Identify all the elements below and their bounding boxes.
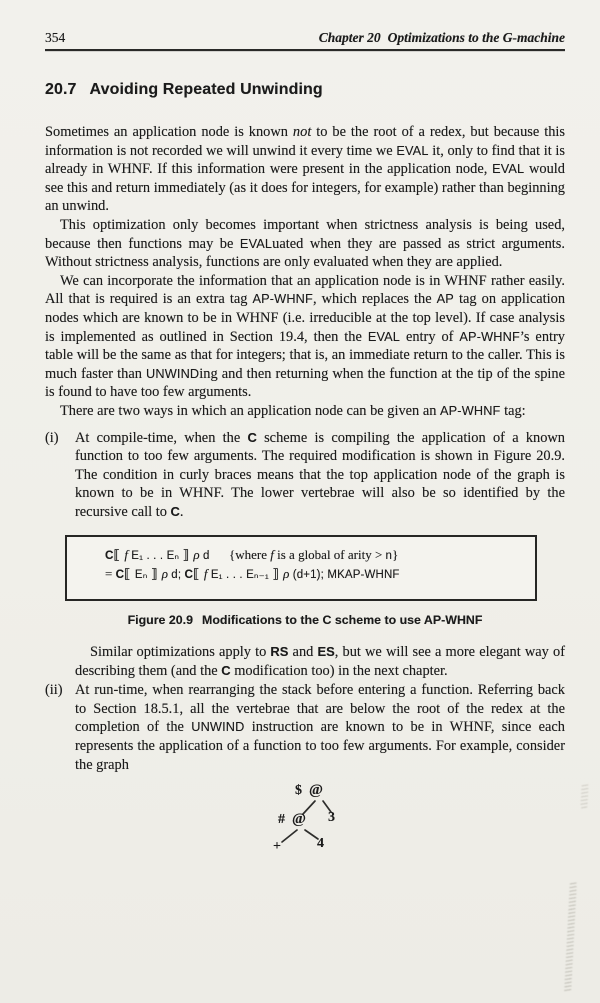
list-item bbox=[45, 429, 565, 522]
figure-box bbox=[65, 535, 537, 601]
figure-caption-text: Modifications to the C scheme to use AP-WHNF bbox=[202, 613, 483, 628]
list-marker: (i) bbox=[45, 429, 59, 446]
body-paragraph: There are two ways in which an application node can be given an AP-WHNF tag: bbox=[60, 402, 526, 419]
handwritten-margin-mark bbox=[580, 783, 588, 809]
figure-caption bbox=[45, 611, 565, 630]
leaf-node-3: 3 bbox=[328, 810, 335, 826]
list-item-text: At run-time, when rearranging the stack before entering a function. Referring back to Section 18.5.1, all the vertebrae that are below the root of the redex at the completion of the UNWIND instruction are known to be in WHNF, since each represents the application of a function to too few arguments. For example, consider the graph bbox=[75, 682, 565, 773]
leaf-node-4: 4 bbox=[317, 836, 324, 852]
leaf-node-plus: + bbox=[273, 839, 281, 855]
list-item bbox=[45, 681, 565, 774]
body-paragraph: Similar optimizations apply to RS and ES, but we will see a more elegant way of describing them (and the C modification too) in the next chapter. bbox=[75, 644, 565, 679]
body-paragraph: Sometimes an application node is known not to be the root of a redex, but because this information is not recorded we will unwind it every time we EVAL it, only to find that it is already in WHNF. If this information were present in the application node, EVAL would see this and return immediately (as it does for integers, for example) rather than beginning an unwind. bbox=[45, 124, 565, 215]
numbered-list bbox=[45, 429, 565, 775]
page-number: 354 bbox=[45, 30, 66, 45]
running-header-title bbox=[319, 30, 565, 46]
figure-caption-label: Figure 20.9 bbox=[127, 613, 193, 628]
section-title: Avoiding Repeated Unwinding bbox=[89, 81, 323, 98]
header-rule bbox=[45, 49, 565, 51]
chapter-title: Optimizations to the G-machine bbox=[387, 30, 565, 45]
chapter-label: Chapter 20 bbox=[318, 30, 381, 45]
figure-code-line: = C⟦ Eₙ ⟧ ρ d; C⟦ f E₁ . . . Eₙ₋₁ ⟧ ρ (d+1); MKAP-WHNF bbox=[105, 566, 400, 583]
page-body bbox=[45, 123, 565, 874]
graph-edges bbox=[245, 782, 365, 874]
body-paragraph: This optimization only becomes important when strictness analysis is being used, because then functions may be EVALuated when they are passed as strict arguments. Without strictness analysis, functions are only evaluated when they are applied. bbox=[45, 216, 565, 271]
section-heading bbox=[45, 81, 565, 99]
section-number: 20.7 bbox=[45, 81, 77, 98]
list-item-text: At compile-time, when the C scheme is compiling the application of a known function to too few arguments. The required modification is shown in Figure 20.9. The condition in curly braces means that the top application node of the graph is known to be in WHNF. The lower vertebrae will also be so identified by the recursive call to C. bbox=[75, 429, 565, 520]
stack-tag-dollar: $ bbox=[295, 783, 302, 799]
apply-node-icon: @ bbox=[309, 782, 323, 799]
handwritten-margin-mark bbox=[564, 881, 577, 993]
apply-node-icon: @ bbox=[292, 811, 306, 828]
stack-tag-hash: # bbox=[278, 812, 285, 828]
figure-code-line: C⟦ f E₁ . . . Eₙ ⟧ ρ d {where f is a global of arity > n} bbox=[105, 547, 399, 564]
running-header bbox=[45, 30, 565, 46]
body-paragraph: We can incorporate the information that an application node is in WHNF rather easily. All that is required is an extra tag AP-WHNF, which replaces the AP tag on application nodes which are known to be in WHNF (i.e. irreducible at the top level). If case analysis is implemented as outlined in Section 19.4, then the EVAL entry of AP-WHNF’s entry table will be the same as that for integers; that is, an immediate return to the caller. This is much faster than UNWINDing and then returning when the function at the tip of the spine is found to have too few arguments. bbox=[45, 272, 566, 401]
graph-diagram bbox=[245, 782, 365, 874]
book-page bbox=[0, 30, 600, 1003]
list-marker: (ii) bbox=[45, 682, 63, 699]
